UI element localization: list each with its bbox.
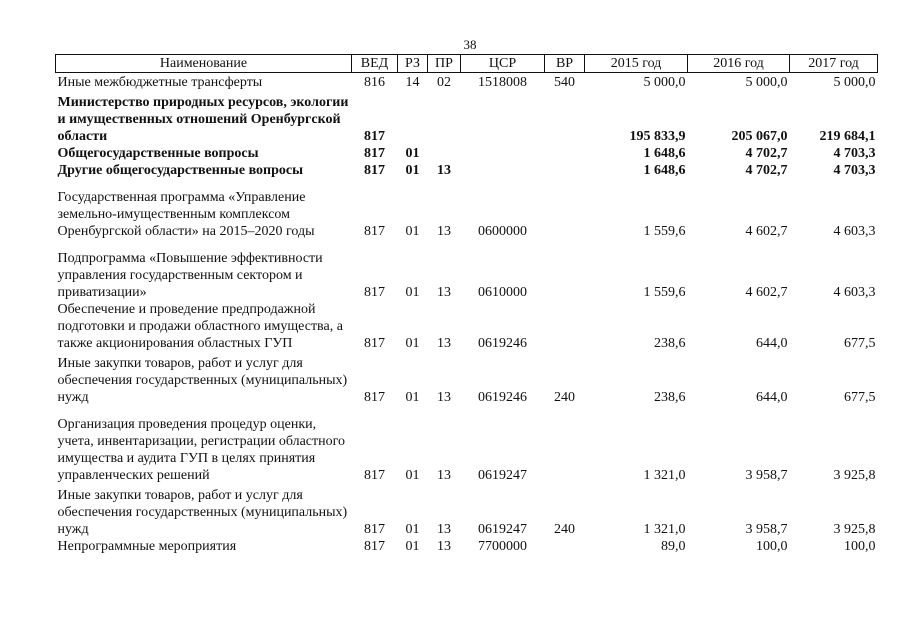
row-ved: 817 <box>364 163 385 178</box>
row-rz: 01 <box>405 539 420 554</box>
row-rz: 01 <box>405 285 420 300</box>
header-2017: 2017 год <box>790 55 878 73</box>
header-pr: ПР <box>428 55 461 73</box>
row-vr: 240 <box>554 390 575 405</box>
row-vr <box>545 538 585 555</box>
table-row <box>56 301 878 352</box>
row-csr: 0619247 <box>478 468 527 483</box>
header-name: Наименование <box>56 55 352 73</box>
row-pr: 13 <box>437 336 451 351</box>
row-vr: 540 <box>554 75 575 90</box>
row-2015: 1 559,6 <box>643 285 686 300</box>
row-2016: 3 958,7 <box>745 522 788 537</box>
row-2015: 195 833,9 <box>629 129 686 144</box>
row-2015: 1 559,6 <box>643 224 686 239</box>
row-csr <box>461 145 545 162</box>
table-row <box>56 352 878 406</box>
row-ved: 816 <box>364 75 385 90</box>
page-number: 38 <box>463 37 477 52</box>
row-2016: 3 958,7 <box>745 468 788 483</box>
table-row <box>56 240 878 301</box>
row-csr: 0619247 <box>478 522 527 537</box>
row-ved: 817 <box>364 336 385 351</box>
row-rz: 01 <box>405 224 420 239</box>
row-2015: 1 648,6 <box>643 163 686 178</box>
row-rz: 14 <box>405 75 420 90</box>
row-name: Иные закупки товаров, работ и услуг для обеспечения государственных (муниципальных) нужд <box>57 356 348 405</box>
table-row <box>56 406 878 484</box>
row-ved: 817 <box>364 390 385 405</box>
row-name: Обеспечение и проведение предпродажной подготовки и продажи областного имущества, а также акционирования областных ГУП <box>57 302 343 351</box>
row-2016: 4 602,7 <box>745 224 788 239</box>
row-2016: 4 702,7 <box>745 163 788 178</box>
row-2015: 238,6 <box>654 336 686 351</box>
row-name: Другие общегосударственные вопросы <box>57 163 304 178</box>
header-rz: РЗ <box>398 55 428 73</box>
row-ved: 817 <box>364 539 385 554</box>
row-vr <box>545 301 585 352</box>
row-vr <box>545 179 585 240</box>
row-vr <box>545 145 585 162</box>
row-pr: 13 <box>437 390 451 405</box>
row-pr: 13 <box>437 163 451 178</box>
row-name: Подпрограмма «Повышение эффективности управления государственным сектором и приватизации» <box>57 251 323 300</box>
row-name: Министерство природных ресурсов, экологии и имущественных отношений Оренбургской области <box>57 95 349 144</box>
row-rz <box>398 91 428 145</box>
row-2015: 5 000,0 <box>643 75 686 90</box>
row-2017: 4 603,3 <box>833 285 876 300</box>
row-2015: 1 321,0 <box>643 522 686 537</box>
row-csr <box>461 162 545 179</box>
row-2017: 677,5 <box>844 390 876 405</box>
row-2015: 1 321,0 <box>643 468 686 483</box>
budget-table <box>55 54 878 555</box>
row-2016: 4 702,7 <box>745 146 788 161</box>
row-csr: 0619246 <box>478 336 527 351</box>
row-2017: 4 703,3 <box>833 163 876 178</box>
row-2016: 644,0 <box>756 336 788 351</box>
row-ved: 817 <box>364 522 385 537</box>
row-rz: 01 <box>405 336 420 351</box>
row-2016: 100,0 <box>756 539 788 554</box>
table-row <box>56 484 878 538</box>
row-2017: 677,5 <box>844 336 876 351</box>
table-row <box>56 162 878 179</box>
row-pr <box>428 91 461 145</box>
row-ved: 817 <box>364 224 385 239</box>
row-ved: 817 <box>364 468 385 483</box>
row-pr: 02 <box>437 75 451 90</box>
table-header <box>56 55 878 73</box>
row-2015: 1 648,6 <box>643 146 686 161</box>
row-csr: 0619246 <box>478 390 527 405</box>
row-2015: 89,0 <box>661 539 686 554</box>
row-2017: 219 684,1 <box>819 129 876 144</box>
table-row <box>56 538 878 555</box>
header-vr: ВР <box>545 55 585 73</box>
row-2016: 644,0 <box>756 390 788 405</box>
row-vr: 240 <box>554 522 575 537</box>
row-2017: 5 000,0 <box>833 75 876 90</box>
row-2015: 238,6 <box>654 390 686 405</box>
row-rz: 01 <box>405 522 420 537</box>
row-name: Иные закупки товаров, работ и услуг для обеспечения государственных (муниципальных) нужд <box>57 488 348 537</box>
row-rz: 01 <box>405 163 420 178</box>
header-2016: 2016 год <box>688 55 790 73</box>
row-2017: 100,0 <box>844 539 876 554</box>
table-row <box>56 179 878 240</box>
row-vr <box>545 162 585 179</box>
row-2017: 3 925,8 <box>833 468 876 483</box>
row-csr: 0600000 <box>478 224 527 239</box>
row-csr <box>461 91 545 145</box>
row-2016: 5 000,0 <box>745 75 788 90</box>
table-row <box>56 73 878 92</box>
table-row <box>56 145 878 162</box>
row-ved: 817 <box>364 129 385 144</box>
row-name: Организация проведения процедур оценки, учета, инвентаризации, регистрации областного имущества и аудита ГУП в целях принятия управленческих решений <box>57 417 346 483</box>
row-2017: 3 925,8 <box>833 522 876 537</box>
row-csr: 0610000 <box>478 285 527 300</box>
row-pr: 13 <box>437 522 451 537</box>
row-2016: 205 067,0 <box>731 129 788 144</box>
row-ved: 817 <box>364 285 385 300</box>
row-2017: 4 703,3 <box>833 146 876 161</box>
row-name: Непрограммные мероприятия <box>57 539 237 554</box>
row-vr <box>545 91 585 145</box>
row-2016: 4 602,7 <box>745 285 788 300</box>
table-row <box>56 91 878 145</box>
row-csr: 7700000 <box>478 539 527 554</box>
row-pr <box>428 145 461 162</box>
row-2017: 4 603,3 <box>833 224 876 239</box>
row-rz: 01 <box>405 146 420 161</box>
row-rz: 01 <box>405 468 420 483</box>
row-rz: 01 <box>405 390 420 405</box>
row-ved: 817 <box>364 146 385 161</box>
header-csr: ЦСР <box>461 55 545 73</box>
row-name: Государственная программа «Управление земельно-имущественным комплексом Оренбургской области» на 2015–2020 годы <box>57 190 315 239</box>
row-pr: 13 <box>437 285 451 300</box>
row-csr: 1518008 <box>478 75 527 90</box>
header-2015: 2015 год <box>585 55 688 73</box>
row-pr: 13 <box>437 224 451 239</box>
header-ved: ВЕД <box>352 55 398 73</box>
row-name: Иные межбюджетные трансферты <box>57 75 263 90</box>
row-pr: 13 <box>437 539 451 554</box>
row-pr: 13 <box>437 468 451 483</box>
row-vr <box>545 240 585 301</box>
row-name: Общегосударственные вопросы <box>57 146 259 161</box>
row-vr <box>545 406 585 484</box>
